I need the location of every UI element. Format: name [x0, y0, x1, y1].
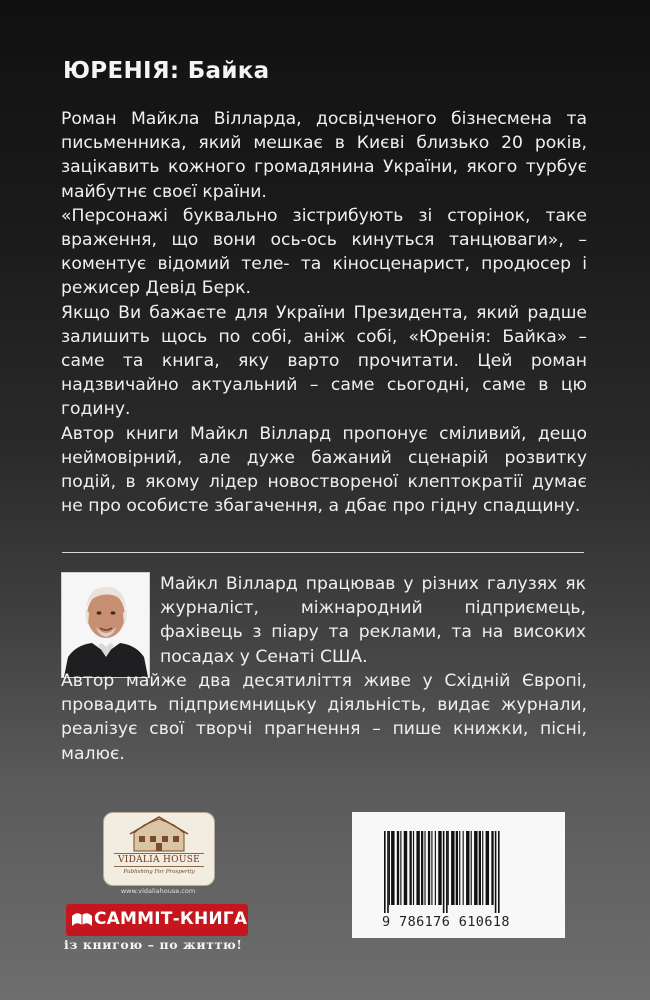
barcode-bar: [451, 831, 454, 905]
barcode-bar: [424, 831, 425, 905]
description-paragraph: «Персонажі буквально зістрибують зі сторінок, таке враження, що вони ось-ось кинуться танцюваги», – коментує відомий теле- та кіносценарист, продюсер і режисер Девід Берк.: [61, 205, 587, 299]
vidalia-house-logo: [103, 812, 215, 886]
author-portrait-illustration: [62, 573, 149, 677]
barcode-bar: [413, 831, 414, 905]
barcode-label: [352, 812, 565, 938]
author-bio-text: Майкл Віллард працював у різних галузях як журналіст, міжнародний підприємець, фахівець з піару та реклами, та на високих посадах у Сенаті США.: [160, 574, 586, 667]
author-photo: [61, 572, 150, 678]
book-title: ЮРЕНІЯ: Байка: [63, 58, 270, 84]
open-book-icon: [70, 908, 94, 932]
sammit-knyha-logo: [66, 904, 248, 936]
author-bio: [160, 572, 586, 669]
divider: [62, 552, 584, 553]
barcode-guard-bar: [498, 831, 500, 913]
description-paragraph: Автор книги Майкл Віллард пропонує сміливий, дещо неймовірний, але дуже бажаний сценарій розвитку подій, в якому лідер новоствореної клептократії думає не про особисте збагачення, а дбає про гідну спадщину.: [61, 423, 587, 517]
barcode-bar: [431, 831, 432, 905]
barcode-bar: [482, 831, 483, 905]
description-paragraph: Якщо Ви бажаєте для України Президента, який радше залишить щось по собі, аніж собі, «Юренія: Байка» – саме та книга, яку варто прочитати. Цей роман надзвичайно актуальний – саме сьогодні, саме в цю годину.: [61, 302, 587, 420]
barcode-guard-bar: [384, 831, 386, 913]
sammit-knyha-name: САММІТ-КНИГА: [94, 909, 248, 929]
barcode-guard-bar: [495, 831, 497, 913]
isbn-number: 9 786176 610618: [382, 914, 510, 930]
barcode-bar: [471, 831, 472, 905]
barcode-bar: [421, 831, 423, 905]
barcode-bar: [456, 831, 458, 905]
description-paragraph: Роман Майкла Вілларда, досвідченого бізнесмена та письменника, який мешкає в Києві близько 20 років, зацікавить кожного громадянина України, якого турбує майбутнє своєї країни.: [61, 109, 587, 202]
barcode-bar: [491, 831, 493, 905]
barcode-bar: [435, 831, 436, 905]
barcode-bar: [410, 831, 412, 905]
barcode-bar: [428, 831, 430, 905]
barcode-guard-bar: [446, 831, 448, 913]
barcode-bar: [448, 831, 449, 905]
vidalia-house-building-icon: [104, 813, 214, 853]
sammit-knyha-tagline: із книгою – по життю!: [64, 937, 243, 952]
barcode-bar: [416, 831, 419, 905]
author-bio-text: Автор майже два десятиліття живе у Східній Європі, провадить підприємницьку діяльність, видає журнали, реалізує свої творчі прагнення – пише книжки, пісні, малює.: [61, 671, 587, 764]
barcode-bar: [463, 831, 464, 905]
vidalia-house-tagline: Publishing For Prosperity: [123, 869, 195, 875]
barcode-bar: [389, 831, 390, 905]
barcode-bar: [397, 831, 399, 905]
vidalia-house-url: www.vidaliahouse.com: [120, 887, 196, 895]
barcode-bar: [486, 831, 489, 905]
barcode-bar: [466, 831, 469, 905]
barcode-bar: [400, 831, 401, 905]
barcode-guard-bar: [443, 831, 445, 913]
barcode-bar: [391, 831, 394, 905]
barcode-bar: [438, 831, 441, 905]
barcode-bar: [404, 831, 407, 905]
vidalia-house-name: VIDALIA HOUSE: [114, 853, 204, 867]
barcode-bar: [474, 831, 477, 905]
barcode: [382, 831, 558, 913]
book-description: [61, 107, 587, 518]
barcode-guard-bar: [387, 831, 389, 913]
barcode-bar: [459, 831, 460, 905]
barcode-bar: [479, 831, 481, 905]
author-bio-continued: [61, 669, 587, 766]
